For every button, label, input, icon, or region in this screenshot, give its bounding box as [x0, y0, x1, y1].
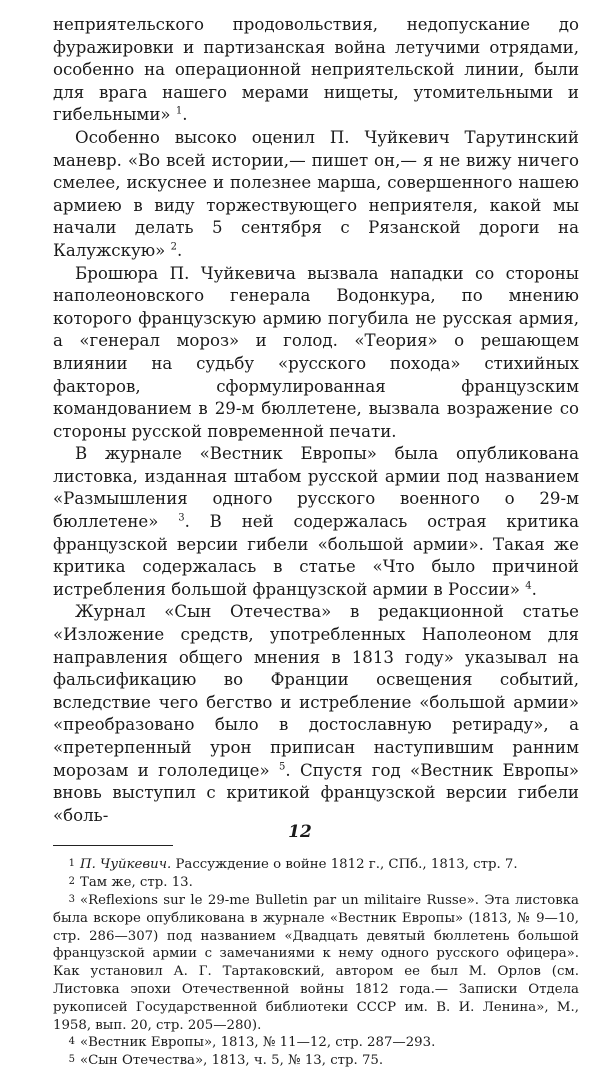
- footnote-1-author: П. Чуйкевич.: [80, 857, 172, 873]
- paragraph-4-tail2: .: [531, 579, 537, 599]
- paragraph-5-tail: . Спустя год «Вестник Европы» вновь выступил с критикой французской версии гибели «боль-: [53, 760, 580, 825]
- paragraph-1: неприятельского продовольствия, недопускание до фуражировки и партизанская война летучими отрядами, особенно на операционной неприятельской линии, были для врага нашего мерами нищеты, утомительными и гибельными» $^1$.: [53, 15, 579, 125]
- footnote-5-number: 5: [68, 1054, 75, 1066]
- footnote-2: [53, 874, 579, 892]
- paragraph-3: [53, 263, 579, 444]
- footnote-4-number: 4: [68, 1036, 75, 1048]
- paragraph-2: Особенно высоко оценил П. Чуйкевич Тарутинский маневр. «Во всей истории,— пишет он,— я не вижу ничего смелее, искуснее и полезнее марша, совершенного нашею армиею в виду торжествующего неприятеля, какой мы начали делать 5 сентября с Рязанской дороги на Калужскую» $^2$.: [53, 127, 579, 260]
- paragraph-4-text: В журнале «Вестник Европы» была опубликована листовка, изданная штабом русской армии под названием «Размышления одного русского военного о 29-м бюллетене»: [53, 444, 579, 532]
- page-body: [53, 14, 579, 1070]
- footnote-1-text: Рассуждение о войне 1812 г., СПб., 1813, стр. 7.: [175, 857, 518, 873]
- footnote-ref-4: 4: [525, 580, 532, 592]
- paragraph-3-text: Брошюра П. Чуйкевича вызвала нападки со стороны наполеоновского генерала Водонкура, по мнению которого французскую армию погубила не русская армия, а «генерал мороз» и голод. «Теория» о решающем влиянии на судьбу «русского похода» стихийных факторов, сформулированная французским командованием в 29-м бюллетене, вызвала возражение со стороны русской повременной печати.: [53, 263, 579, 441]
- paragraph-1-text: неприятельского продовольствия, недопускание до фуражировки и партизанская война летучими отрядами, особенно на операционной неприятельской линии, были для врага нашего мерами нищеты, утомительными и гибельными»: [53, 15, 579, 125]
- footnote-ref-3: 3: [178, 512, 185, 524]
- paragraph-4-tail: . В ней содержалась острая критика французской версии гибели «большой армии». Такая же критика содержалась в статье «Что было причиной истребления большой французской армии в России»: [53, 512, 579, 599]
- footnote-divider: [53, 845, 173, 846]
- footnote-ref-5: 5: [278, 761, 286, 773]
- footnote-ref-1: 1: [175, 105, 183, 117]
- footnote-5-text: «Сын Отечества», 1813, ч. 5, № 13, стр. 75.: [80, 1053, 384, 1069]
- paragraph-5-text: Журнал «Сын Отечества» в редакционной статье «Изложение средств, употребленных Наполеоном для направления общего мнения в 1813 году» указывал на фальсификацию во Франции освещения событий, вследствие чего бегство и истребление «большой армии» «преобразовано было в достославную ретираду», а «претерпенный урон приписан наступившим ранним морозам и гололедице»: [53, 602, 579, 780]
- footnote-3-number: 3: [68, 893, 75, 905]
- footnote-4-text: «Вестник Европы», 1813, № 11—12, стр. 287—293.: [80, 1035, 436, 1051]
- footnote-1: [53, 856, 579, 874]
- paragraph-2-text: Особенно высоко оценил П. Чуйкевич Тарутинский маневр. «Во всей истории,— пишет он,— я не вижу ничего смелее, искуснее и полезнее марша, совершенного нашею армиею в виду торжествующего неприятеля, какой мы начали делать 5 сентября с Рязанской дороги на Калужскую»: [53, 127, 579, 260]
- footnote-2-number: 2: [68, 876, 75, 888]
- page-number: 12: [288, 822, 312, 842]
- footnote-ref-2: 2: [170, 241, 177, 253]
- footnote-5: [53, 1052, 579, 1070]
- footnote-4: [53, 1034, 579, 1052]
- footnote-1-number: 1: [68, 858, 75, 870]
- paragraph-5: [53, 601, 579, 827]
- paragraph-4: [53, 443, 579, 601]
- footnote-3: [53, 892, 579, 1034]
- footnote-2-text: Там же, стр. 13.: [80, 875, 193, 891]
- footnote-3-text: «Reflexions sur le 29-me Bulletin par un militaire Russe». Эта листовка была вскоре опубликована в журнале «Вестник Европы» (1813, № 9—10, стр. 286—307) под названием «Двадцать девятый бюллетень большой французской армии с замечаниями к нему одного русского офицера». Как установил А. Г. Тартаковский, автором ее был М. Орлов (см. Листовка эпохи Отечественной войны 1812 года.— Записки Отдела рукописей Государственной библиотеки СССР им. В. И. Ленина», М., 1958, вып. 20, стр. 205—280).: [53, 892, 579, 1033]
